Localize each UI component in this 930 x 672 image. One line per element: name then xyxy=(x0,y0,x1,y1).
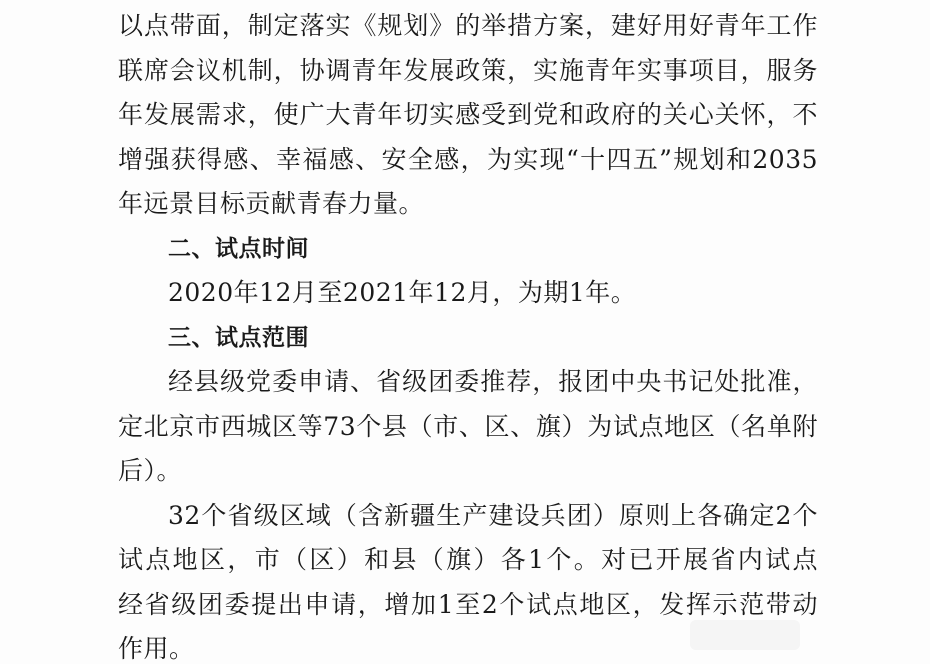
body-line-scope-3: 后）。 xyxy=(118,456,183,485)
body-line-scope-2: 定北京市西城区等73个县（市、区、旗）为试点地区（名单附 xyxy=(118,411,818,441)
section-heading-trial-period: 二、试点时间 xyxy=(168,235,309,262)
document-body xyxy=(118,4,818,672)
body-line-2: 联席会议机制，协调青年发展政策，实施青年实事项目，服务 xyxy=(118,55,818,85)
body-line-3: 年发展需求，使广大青年切实感受到党和政府的关心关怀，不 xyxy=(118,100,818,129)
body-line-scope-5: 试点地区，市（区）和县（旗）各1个。对已开展省内试点 xyxy=(118,545,818,574)
body-line-scope-7: 作用。 xyxy=(118,634,195,663)
body-line-1: 以点带面，制定落实《规划》的举措方案，建好用好青年工作 xyxy=(118,11,818,40)
body-line-scope-6: 经省级团委提出申请，增加1至2个试点地区，发挥示范带动 xyxy=(118,589,818,619)
body-line-5: 年远景目标贡献青春力量。 xyxy=(118,189,425,218)
body-line-4: 增强获得感、幸福感、安全感，为实现“十四五”规划和2035 xyxy=(118,144,818,174)
body-line-scope-4: 32个省级区域（含新疆生产建设兵团）原则上各确定2个 xyxy=(168,500,818,530)
body-line-scope-1: 经县级党委申请、省级团委推荐，报团中央书记处批准， xyxy=(168,367,818,396)
body-line-trial-period: 2020年12月至2021年12月，为期1年。 xyxy=(168,278,637,307)
section-heading-trial-scope: 三、试点范围 xyxy=(168,324,309,351)
